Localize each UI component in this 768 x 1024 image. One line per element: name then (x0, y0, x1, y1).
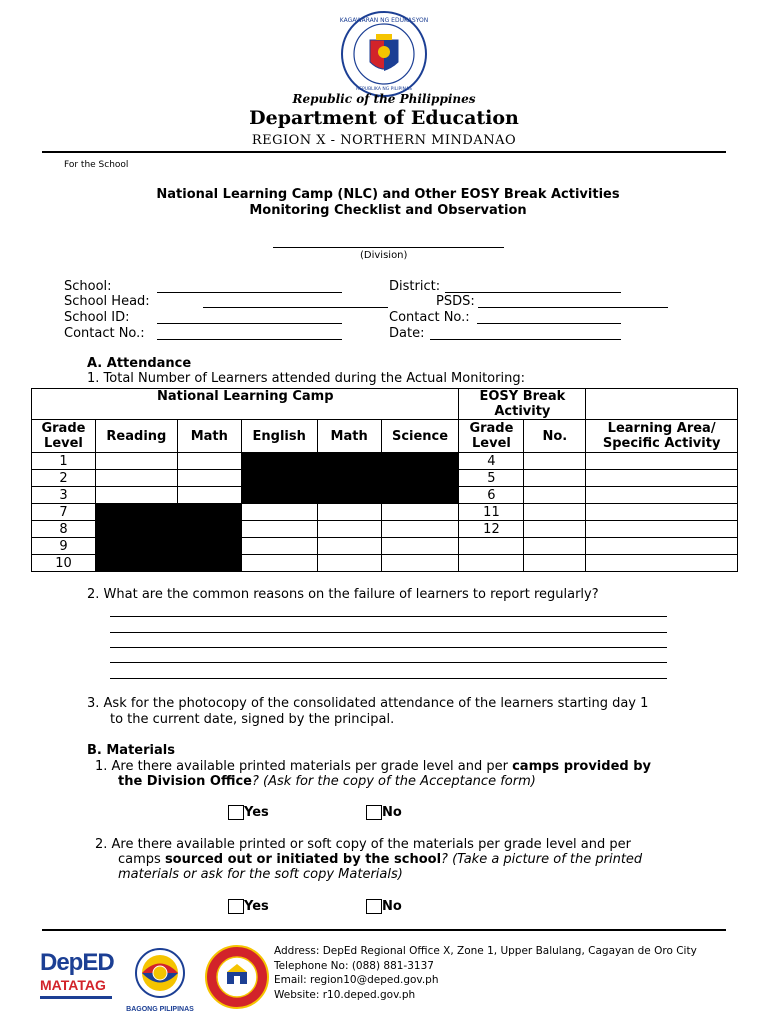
empty-header (586, 389, 738, 420)
table-row (32, 487, 738, 504)
blocked-cell (95, 504, 177, 521)
answer-line[interactable] (110, 616, 667, 617)
blocked-cell (381, 470, 459, 487)
table-cell[interactable] (524, 504, 586, 521)
seal-top-text: KAGAWARAN NG EDUKASYON (340, 17, 428, 24)
header-divider (42, 151, 726, 153)
answer-line[interactable] (110, 647, 667, 648)
blocked-cell (317, 453, 381, 470)
q2-yes-checkbox[interactable] (228, 899, 244, 914)
blocked-cell (95, 521, 177, 538)
section-a-heading: A. Attendance (87, 356, 192, 371)
materials-question-2-line3 (118, 867, 403, 882)
table-cell[interactable] (177, 453, 241, 470)
table-cell[interactable] (586, 470, 738, 487)
learning-area-header: Learning Area/ Specific Activity (586, 420, 738, 453)
grade-cell: 8 (32, 521, 96, 538)
table-cell[interactable] (586, 555, 738, 572)
table-cell[interactable] (524, 521, 586, 538)
blocked-cell (381, 453, 459, 470)
footer-contact-info (274, 944, 697, 1002)
form-title-line1: National Learning Camp (NLC) and Other EOSY Break Activities (156, 187, 620, 202)
table-cell[interactable] (381, 521, 459, 538)
table-row (32, 504, 738, 521)
answer-line[interactable] (110, 632, 667, 633)
table-cell[interactable] (524, 470, 586, 487)
table-row (32, 453, 738, 470)
blocked-cell (317, 470, 381, 487)
yes-label: Yes (244, 805, 269, 820)
contact-left-label: Contact No.: (64, 326, 145, 341)
table-cell[interactable] (524, 555, 586, 572)
division-line[interactable] (273, 247, 504, 248)
blocked-cell (241, 487, 317, 504)
blocked-cell (317, 487, 381, 504)
grade-cell (459, 555, 524, 572)
no-header: No. (524, 420, 586, 453)
photocopy-question-3-line1: 3. Ask for the photocopy of the consolidated attendance of the learners starting day 1 (87, 696, 649, 711)
date-label: Date: (389, 326, 425, 341)
attendance-question-1: 1. Total Number of Learners attended during the Actual Monitoring: (87, 371, 525, 386)
bagong-pilipinas-emblem (122, 944, 198, 1002)
division-label: (Division) (360, 250, 408, 261)
table-cell[interactable] (381, 504, 459, 521)
yes-label: Yes (244, 899, 269, 914)
blocked-cell (241, 453, 317, 470)
contact-right-label: Contact No.: (389, 310, 470, 325)
table-cell[interactable] (586, 487, 738, 504)
answer-line[interactable] (110, 662, 667, 663)
table-cell[interactable] (95, 453, 177, 470)
blocked-cell (241, 470, 317, 487)
bagong-pilipinas-text: BAGONG PILIPINAS (126, 1006, 194, 1013)
q1-bold: camps provided by (512, 759, 651, 774)
q2-bold: sourced out or initiated by the school (164, 852, 442, 867)
table-cell[interactable] (241, 555, 317, 572)
q1-no-checkbox[interactable] (366, 805, 382, 820)
table-cell[interactable] (317, 538, 381, 555)
section-b-heading: B. Materials (87, 743, 175, 758)
table-cell[interactable] (95, 487, 177, 504)
table-cell[interactable] (95, 470, 177, 487)
table-cell[interactable] (586, 453, 738, 470)
grade-cell: 9 (32, 538, 96, 555)
grade-level-header: Grade Level (32, 420, 96, 453)
q2-italic-2: materials or ask for the soft copy Materials) (118, 867, 403, 882)
blocked-cell (381, 487, 459, 504)
q2-no-checkbox[interactable] (366, 899, 382, 914)
materials-question-1-line2 (118, 774, 536, 789)
footer-website[interactable]: Website: r10.deped.gov.ph (274, 988, 416, 1001)
photocopy-question-3-line2: to the current date, signed by the principal. (110, 712, 395, 727)
grade-cell: 2 (32, 470, 96, 487)
q1-bold-2: the Division Office (118, 774, 252, 789)
blocked-cell (177, 555, 241, 572)
reading-header: Reading (95, 420, 177, 453)
blocked-cell (177, 521, 241, 538)
table-cell[interactable] (177, 470, 241, 487)
q2-text: camps (118, 852, 165, 867)
school-label: School: (64, 279, 112, 294)
seal-bottom-text: REPUBLIKA NG PILIPINAS (356, 87, 412, 92)
attendance-table (31, 388, 738, 572)
form-title-line2: Monitoring Checklist and Observation (249, 203, 527, 218)
region-text: REGION X - NORTHERN MINDANAO (251, 133, 517, 148)
no-label: No (382, 805, 402, 820)
blocked-cell (177, 538, 241, 555)
math2-header: Math (317, 420, 381, 453)
table-row (32, 555, 738, 572)
materials-question-1-line1 (95, 759, 651, 774)
grade-cell: 6 (459, 487, 524, 504)
q1-yes-option[interactable] (228, 805, 269, 820)
grade-cell: 1 (32, 453, 96, 470)
contact-left-field[interactable] (157, 339, 342, 340)
table-cell[interactable] (241, 521, 317, 538)
blocked-cell (95, 538, 177, 555)
school-field[interactable] (157, 292, 342, 293)
district-field[interactable] (445, 292, 621, 293)
school-id-label: School ID: (64, 310, 130, 325)
science-header: Science (381, 420, 459, 453)
school-head-field[interactable] (203, 307, 388, 308)
table-cell[interactable] (241, 538, 317, 555)
materials-question-2-line1: 2. Are there available printed or soft copy of the materials per grade level and per (95, 837, 631, 852)
contact-right-field[interactable] (477, 323, 621, 324)
answer-line[interactable] (110, 678, 667, 679)
materials-question-2-line2 (118, 852, 642, 867)
footer-divider (42, 929, 726, 931)
table-cell[interactable] (381, 538, 459, 555)
q1-text: 1. Are there available printed materials per grade level and per (95, 759, 513, 774)
grade-cell: 5 (459, 470, 524, 487)
deped-logo-text: DepED (40, 949, 114, 976)
table-cell[interactable] (524, 453, 586, 470)
table-cell[interactable] (241, 504, 317, 521)
table-cell[interactable] (524, 538, 586, 555)
school-id-field[interactable] (157, 323, 342, 324)
q2-no-option[interactable] (366, 899, 402, 914)
footer-address: Address: DepEd Regional Office X, Zone 1, Upper Balulang, Cagayan de Oro City (274, 945, 697, 957)
q2-yes-option[interactable] (228, 899, 269, 914)
math-header: Math (177, 420, 241, 453)
table-cell[interactable] (317, 521, 381, 538)
grade-cell: 7 (32, 504, 96, 521)
school-head-label: School Head: (64, 294, 150, 309)
no-label: No (382, 899, 402, 914)
table-cell[interactable] (586, 538, 738, 555)
reasons-question-2: 2. What are the common reasons on the failure of learners to report regularly? (87, 587, 599, 602)
deped-matatag-logo (40, 950, 116, 1010)
table-row (32, 538, 738, 555)
footer-email[interactable]: Email: region10@deped.gov.ph (274, 974, 439, 986)
department-title: Department of Education (249, 107, 519, 129)
deped-seal-logo (340, 10, 428, 98)
table-cell[interactable] (317, 555, 381, 572)
table-row (32, 521, 738, 538)
blocked-cell (177, 504, 241, 521)
republic-text: Republic of the Philippines (292, 92, 476, 106)
table-cell[interactable] (381, 555, 459, 572)
grade-level-2-header: Grade Level (459, 420, 524, 453)
for-the-school-label: For the School (64, 160, 129, 170)
grade-cell: 4 (459, 453, 524, 470)
psds-label: PSDS: (436, 294, 475, 309)
eosy-header: EOSY Break Activity (459, 389, 586, 420)
table-row (32, 470, 738, 487)
table-cell[interactable] (586, 504, 738, 521)
q1-yes-checkbox[interactable] (228, 805, 244, 820)
table-cell[interactable] (317, 504, 381, 521)
psds-field[interactable] (478, 307, 668, 308)
grade-cell: 10 (32, 555, 96, 572)
date-field[interactable] (430, 339, 621, 340)
grade-cell (459, 538, 524, 555)
grade-cell: 3 (32, 487, 96, 504)
table-cell[interactable] (586, 521, 738, 538)
district-label: District: (389, 279, 441, 294)
grade-cell: 11 (459, 504, 524, 521)
english-header: English (241, 420, 317, 453)
footer-telephone: Telephone No: (088) 881-3137 (274, 959, 434, 972)
regional-office-seal (204, 944, 270, 1010)
grade-cell: 12 (459, 521, 524, 538)
table-cell[interactable] (177, 487, 241, 504)
table-cell[interactable] (524, 487, 586, 504)
q1-italic: ? (Ask for the copy of the Acceptance form) (251, 774, 536, 789)
blocked-cell (95, 555, 177, 572)
bagong-pilipinas-logo (122, 944, 198, 1014)
nlc-header: National Learning Camp (32, 389, 459, 420)
matatag-text: MATATAG (40, 977, 106, 993)
q1-no-option[interactable] (366, 805, 402, 820)
q2-italic: ? (Take a picture of the printed (441, 852, 643, 867)
